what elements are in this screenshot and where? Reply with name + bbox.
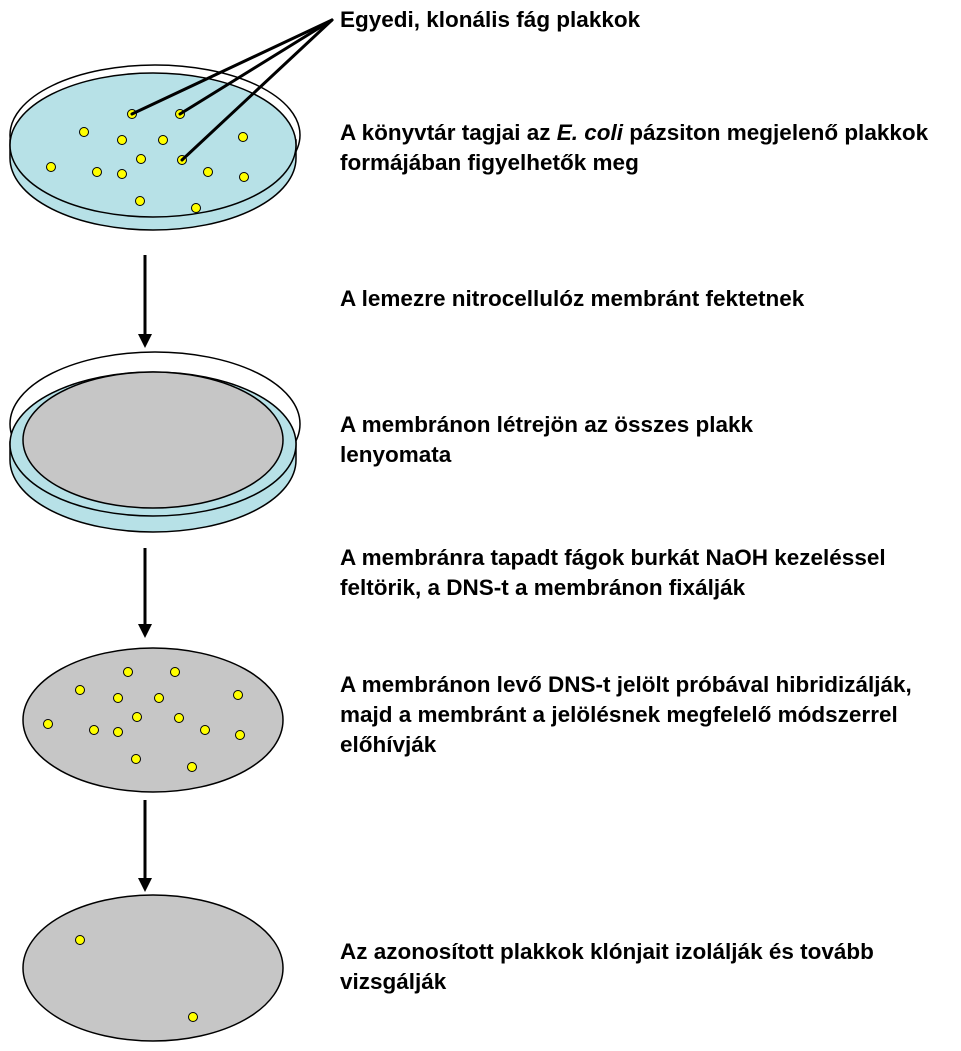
step-6-text: Az azonosított plakkok klónjait izolálják és tovább vizsgálják <box>340 939 881 994</box>
plaque-icon <box>90 726 99 735</box>
arrow-down-icon <box>138 800 152 892</box>
plaque-icon <box>76 686 85 695</box>
diagram-title <box>340 5 950 35</box>
plaque-icon <box>155 694 164 703</box>
step-1-text-after: pázsiton megjelenő plakkok formájában figyelhetők meg <box>340 120 935 175</box>
step-4-description <box>340 543 900 603</box>
membrane-icon <box>23 895 283 1041</box>
membrane-with-identified-plaques <box>23 895 283 1041</box>
petri-dish-with-membrane <box>10 352 300 532</box>
plaque-icon <box>114 694 123 703</box>
plaque-icon <box>133 713 142 722</box>
step-3-text: A membránon létrejön az összes plakk lenyomata <box>340 412 760 467</box>
plaque-icon <box>189 1013 198 1022</box>
title-text: Egyedi, klonális fág plakkok <box>340 7 641 32</box>
step-2-text: A lemezre nitrocellulóz membránt fektetnek <box>340 286 805 311</box>
membrane-icon <box>23 648 283 792</box>
plaque-icon <box>137 155 146 164</box>
plaque-icon <box>234 691 243 700</box>
plaque-icon <box>171 668 180 677</box>
step-4-text: A membránra tapadt fágok burkát NaOH kezeléssel feltörik, a DNS-t a membránon fixálják <box>340 545 892 600</box>
plaque-icon <box>118 170 127 179</box>
plaque-icon <box>93 168 102 177</box>
arrow-down-icon <box>138 255 152 348</box>
step-5-description <box>340 670 920 760</box>
plaque-icon <box>188 763 197 772</box>
plaque-icon <box>201 726 210 735</box>
plaque-icon <box>192 204 201 213</box>
plaque-icon <box>159 136 168 145</box>
plaque-icon <box>236 731 245 740</box>
arrow-down-icon <box>138 548 152 638</box>
membrane-icon <box>23 372 283 508</box>
plaque-icon <box>44 720 53 729</box>
step-3-description <box>340 410 860 470</box>
plaque-icon <box>80 128 89 137</box>
plaque-icon <box>204 168 213 177</box>
step-2-description <box>340 284 950 314</box>
plaque-icon <box>175 714 184 723</box>
step-6-description <box>340 937 900 997</box>
plaque-icon <box>118 136 127 145</box>
plaque-icon <box>76 936 85 945</box>
plaque-icon <box>132 755 141 764</box>
step-1-italic-organism: E. coli <box>556 120 624 145</box>
plaque-icon <box>124 668 133 677</box>
plaque-icon <box>136 197 145 206</box>
step-5-text: A membránon levő DNS-t jelölt próbával hibridizálják, majd a membránt a jelölésnek megfelelő módszerrel előhívják <box>340 672 919 757</box>
plaque-icon <box>240 173 249 182</box>
plaque-icon <box>47 163 56 172</box>
plaque-icon <box>114 728 123 737</box>
step-1-text-before: A könyvtár tagjai az <box>340 120 557 145</box>
step-1-description <box>340 118 950 178</box>
membrane-with-plaques <box>23 648 283 792</box>
plaque-icon <box>239 133 248 142</box>
